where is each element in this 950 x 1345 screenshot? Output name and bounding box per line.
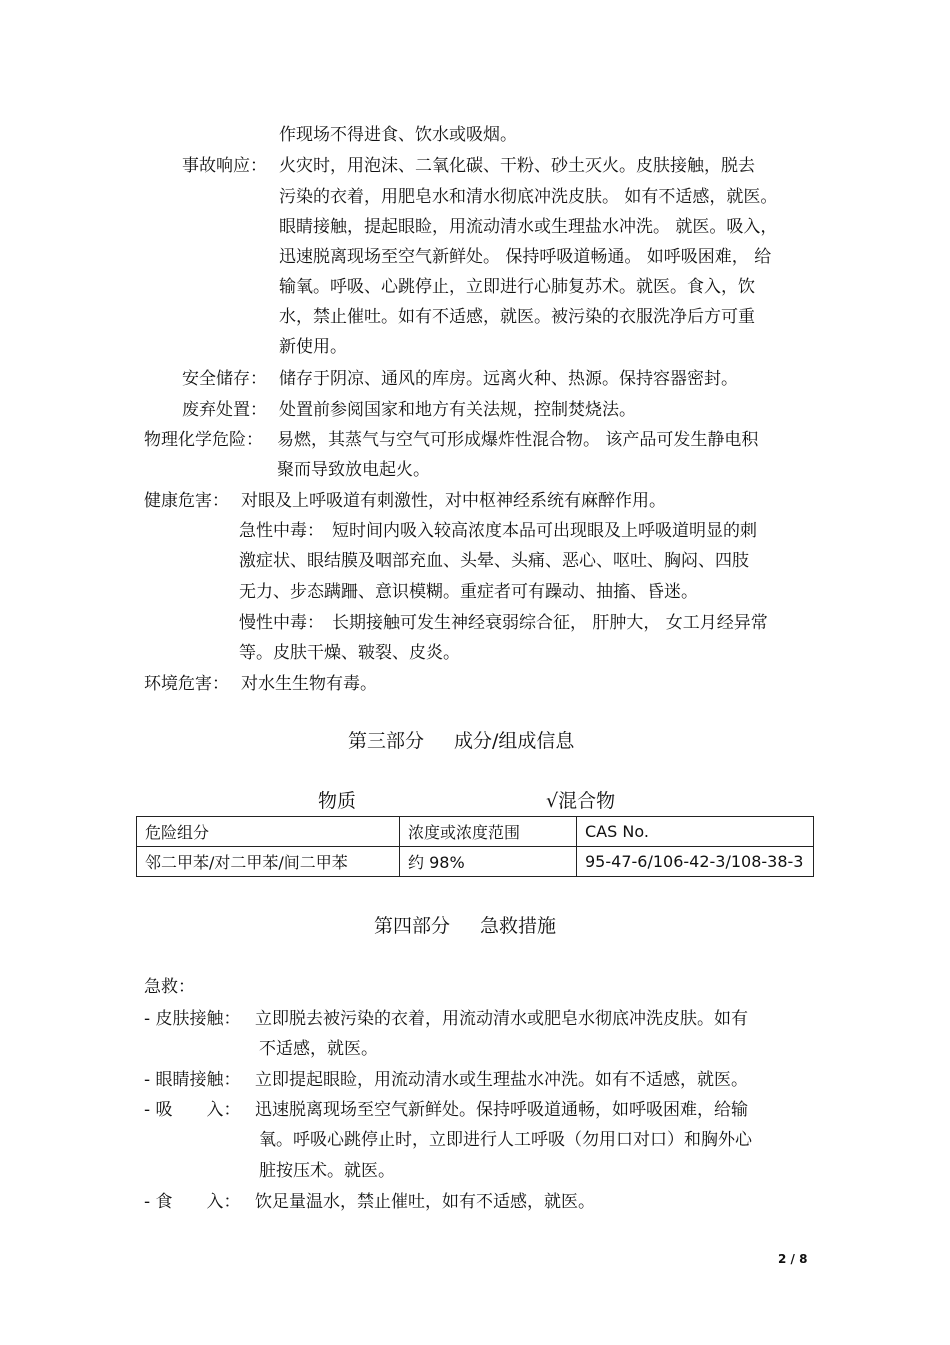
disposal-text: 处置前参阅国家和地方有关法规，控制焚烧法。 — [279, 400, 636, 420]
response-line: 眼睛接触，提起眼睑，用流动清水或生理盐水冲洗。 就医。吸入， — [279, 217, 778, 237]
response-line: 水，禁止催吐。如有不适感，就医。被污染的衣服洗净后方可重 — [279, 307, 755, 327]
part3-title-text: 成分/组成信息 — [454, 730, 575, 752]
inhale-line: 迅速脱离现场至空气新鲜处。保持呼吸道通畅，如呼吸困难，给输 — [255, 1100, 748, 1120]
ingest-label: - 食 入： — [144, 1192, 241, 1212]
response-line: 火灾时，用泡沫、二氧化碳、干粉、砂土灭火。皮肤接触，脱去 — [279, 156, 755, 176]
table-cell: 邻二甲苯/对二甲苯/间二甲苯 — [137, 847, 400, 877]
eye-text: 立即提起眼睑，用流动清水或生理盐水冲洗。如有不适感，就医。 — [255, 1070, 748, 1090]
env-text: 对水生生物有毒。 — [241, 674, 377, 694]
part3-title — [348, 729, 574, 753]
part4-title-number: 第四部分 — [374, 915, 451, 937]
composition-table — [136, 816, 814, 877]
table-cell: 约 98% — [400, 847, 577, 877]
response-line: 新使用。 — [279, 337, 347, 357]
physchem-line: 易燃，其蒸气与空气可形成爆炸性混合物。 该产品可发生静电积 — [277, 430, 759, 450]
table-header-cell: CAS No. — [577, 817, 814, 847]
table-row — [137, 847, 814, 877]
eye-label: - 眼睛接触： — [144, 1070, 241, 1090]
chronic-line: 等。皮肤干燥、皲裂、皮炎。 — [239, 643, 460, 663]
inhale-line: 氧。呼吸心跳停止时，立即进行人工呼吸（勿用口对口）和胸外心 — [259, 1130, 752, 1150]
table-header-cell: 浓度或浓度范围 — [400, 817, 577, 847]
mixture-option: √混合物 — [546, 790, 616, 812]
table-cell: 95-47-6/106-42-3/108-38-3 — [577, 847, 814, 877]
acute-line: 激症状、眼结膜及咽部充血、头晕、头痛、恶心、呕吐、胸闷、四肢 — [239, 551, 749, 571]
page-number: 2 / 8 — [778, 1252, 808, 1266]
inhale-line: 脏按压术。就医。 — [259, 1161, 395, 1181]
table-header-cell: 危险组分 — [137, 817, 400, 847]
chronic-line: 长期接触可发生神经衰弱综合征， 肝肿大， 女工月经异常 — [332, 613, 768, 633]
storage-label: 安全储存： — [182, 369, 267, 389]
chronic-label: 慢性中毒： — [239, 613, 324, 633]
health-text: 对眼及上呼吸道有刺激性，对中枢神经系统有麻醉作用。 — [241, 491, 666, 511]
part4-title-text: 急救措施 — [480, 915, 557, 937]
ingest-text: 饮足量温水，禁止催吐，如有不适感，就医。 — [255, 1192, 595, 1212]
substance-option: 物质 — [318, 790, 357, 812]
physchem-line: 聚而导致放电起火。 — [277, 460, 430, 480]
env-label: 环境危害： — [144, 674, 229, 694]
acute-line: 短时间内吸入较高浓度本品可出现眼及上呼吸道明显的刺 — [332, 521, 757, 541]
response-line: 迅速脱离现场至空气新鲜处。 保持呼吸道畅通。 如呼吸困难， 给 — [279, 247, 772, 267]
table-header-row — [137, 817, 814, 847]
disposal-label: 废弃处置： — [182, 400, 267, 420]
part3-title-number: 第三部分 — [348, 730, 425, 752]
inhale-label: - 吸 入： — [144, 1100, 241, 1120]
skin-line: 不适感，就医。 — [259, 1039, 378, 1059]
storage-text: 储存于阴凉、通风的库房。远离火种、热源。保持容器密封。 — [279, 369, 738, 389]
response-line: 污染的衣着，用肥皂水和清水彻底冲洗皮肤。 如有不适感，就医。 — [279, 187, 778, 207]
skin-line: 立即脱去被污染的衣着，用流动清水或肥皂水彻底冲洗皮肤。如有 — [255, 1009, 748, 1029]
acute-label: 急性中毒： — [239, 521, 324, 541]
skin-label: - 皮肤接触： — [144, 1009, 241, 1029]
firstaid-intro: 急救： — [144, 977, 195, 997]
precaution-tail: 作现场不得进食、饮水或吸烟。 — [279, 125, 517, 145]
response-label: 事故响应： — [182, 156, 267, 176]
response-line: 输氧。呼吸、心跳停止，立即进行心肺复苏术。就医。食入，饮 — [279, 277, 755, 297]
health-label: 健康危害： — [144, 491, 229, 511]
part4-title — [374, 914, 556, 938]
acute-line: 无力、步态蹒跚、意识模糊。重症者可有躁动、抽搐、昏迷。 — [239, 582, 698, 602]
physchem-label: 物理化学危险： — [144, 430, 263, 450]
